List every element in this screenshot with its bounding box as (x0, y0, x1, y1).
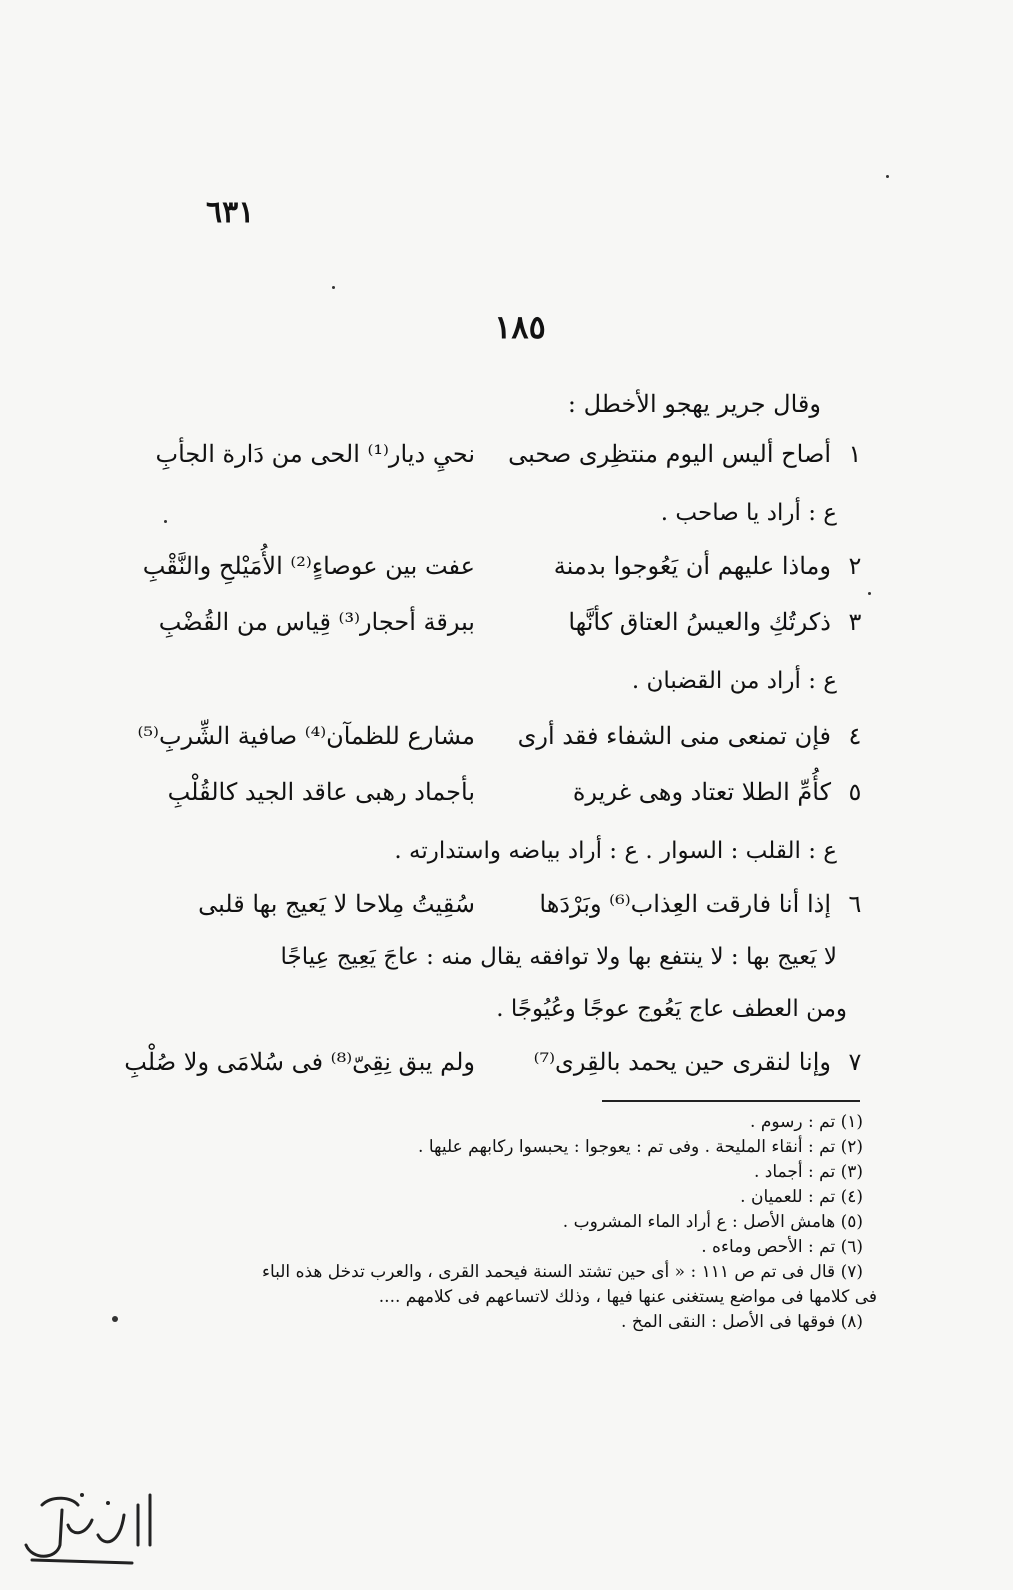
verse-first-hemistich: فإن تمنعى منى الشفاء فقد أرى (517, 722, 831, 750)
verse-second-hemistich: ولم يبق نِقِىّ⁽⁸⁾ فى سُلامَى ولا صُلْبِ (124, 1048, 475, 1076)
verse-1 (155, 440, 867, 488)
poem-number: ١٨٥ (494, 308, 546, 346)
verse-number: ١ (848, 440, 862, 468)
footnote: (٢) تم : أنقاء المليحة . وفى تم : يعوجوا : يحبسوا ركابهم عليها . (418, 1137, 863, 1157)
verse-4 (137, 722, 867, 770)
verse-number: ٧ (848, 1048, 862, 1076)
scan-speck (332, 286, 335, 289)
footnote: (٤) تم : للعميان . (740, 1187, 863, 1207)
commentary-line: ع : القلب : السوار . ع : أراد بياضه واستدارته . (394, 838, 837, 864)
verse-6 (167, 890, 867, 938)
calligraphy-logo (12, 1475, 162, 1575)
verse-first-hemistich: كأُمِّ الطلا تعتاد وهى غريرة (572, 778, 831, 806)
commentary-line: ع : أراد يا صاحب . (660, 500, 837, 526)
verse-number: ٢ (848, 552, 862, 580)
verse-2 (142, 552, 867, 600)
footnote: (١) تم : رسوم . (750, 1112, 863, 1132)
footnote: (٣) تم : أجماد . (753, 1162, 863, 1182)
commentary-line: ع : أراد من القضبان . (631, 668, 837, 694)
verse-first-hemistich: وماذا عليهم أن يَعُوجوا بدمنة (553, 552, 831, 580)
poem-intro: وقال جرير يهجو الأخطل : (567, 390, 821, 418)
verse-3 (158, 608, 867, 656)
verse-second-hemistich: سُقِيتُ مِلاحا لا يَعيج بها قلبى (198, 890, 475, 918)
verse-7 (124, 1048, 867, 1096)
page-number: ٦٣١ (206, 195, 255, 230)
verse-5 (167, 778, 867, 826)
footnote-continuation: فى كلامها فى مواضع يستغنى عنها فيها ، وذلك لاتساعهم فى كلامهم .... (378, 1287, 877, 1307)
scan-speck (868, 592, 871, 595)
verse-number: ٣ (848, 608, 862, 636)
scan-speck (886, 175, 889, 178)
footnote: (٥) هامش الأصل : ع أراد الماء المشروب . (562, 1212, 863, 1232)
commentary-line: ومن العطف عاج يَعُوج عوجًا وعُيُوجًا . (496, 996, 847, 1022)
verse-first-hemistich: ذكرتُكِ والعيسُ العتاق كأنَّها (568, 608, 831, 636)
verse-second-hemistich: مشارع للظمآن⁽⁴⁾ صافية الشِّربِ⁽⁵⁾ (137, 722, 475, 750)
verse-first-hemistich: أصاح أليس اليوم منتظِرى صحبى (508, 440, 831, 468)
verse-first-hemistich: إذا أنا فارقت العِذاب⁽⁶⁾ وبَرْدَها (539, 890, 831, 918)
scan-speck (164, 520, 167, 523)
commentary-line: لا يَعيج بها : لا ينتفع بها ولا توافقه يقال منه : عاجَ يَعِيج عِياجًا (280, 944, 837, 970)
footnotes (163, 1110, 877, 1335)
verse-second-hemistich: نحيِ ديار⁽¹⁾ الحى من دَارة الجأبِ (155, 440, 475, 468)
verse-number: ٤ (848, 722, 862, 750)
footnote-divider (602, 1100, 860, 1102)
verse-second-hemistich: ببرقة أحجار⁽³⁾ قِياس من القُضْبِ (158, 608, 475, 636)
verse-number: ٦ (848, 890, 862, 918)
footnote: (٦) تم : الأحص وماءه . (701, 1237, 863, 1257)
footnote: (٧) قال فى تم ص ١١١ : « أى حين تشتد السنة فيحمد القرى ، والعرب تدخل هذه الباء (261, 1262, 863, 1282)
verse-first-hemistich: وإنا لنقرى حين يحمد بالقِرى⁽⁷⁾ (533, 1048, 831, 1076)
footnote: (٨) فوقها فى الأصل : النقى المخ . (621, 1312, 863, 1332)
verse-second-hemistich: عفت بين عوصاءٍ⁽²⁾ الأُمَيْلحِ والنَّقْبِ (142, 552, 475, 580)
verse-number: ٥ (848, 778, 862, 806)
scan-speck (112, 1316, 118, 1322)
verse-second-hemistich: بأجماد رهبى عاقد الجيد كالقُلْبِ (167, 778, 475, 806)
